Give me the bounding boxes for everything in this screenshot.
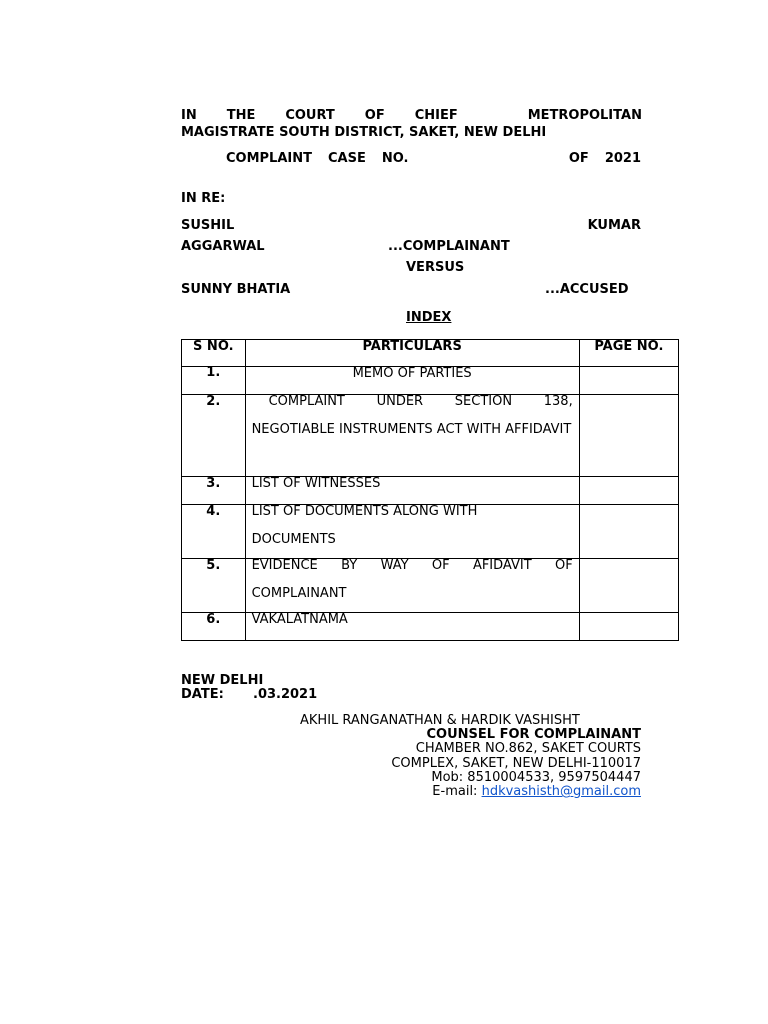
row-particulars: VAKALATNAMA [245,613,579,641]
heading-word: COURT [285,108,335,123]
versus-label: VERSUS [406,260,465,275]
row-page-no [579,559,678,613]
heading-word: CHIEF [414,108,458,123]
row-page-no [579,395,678,477]
header-particulars: PARTICULARS [245,340,579,367]
counsel-mobile: Mob: 8510004533, 9597504447 [431,770,641,785]
date-value: .03.2021 [253,687,318,702]
email-label: E-mail: [432,784,478,799]
date-label: DATE: [181,687,224,702]
row-sno: 4. [182,505,246,559]
row-page-no [579,367,678,395]
table-row [182,559,679,613]
table-row [182,395,679,477]
heading-word: THE [226,108,256,123]
complainant-last-name: KUMAR [587,218,641,233]
email-link[interactable]: hdkvashisth@gmail.com [481,784,641,799]
row-particulars: MEMO OF PARTIES [245,367,579,395]
row-sno: 2. [182,395,246,477]
case-word: NO. [381,151,409,166]
place-label: NEW DELHI [181,673,264,688]
row-page-no [579,505,678,559]
in-re-label: IN RE: [181,191,226,206]
complainant-surname: AGGARWAL [181,239,265,254]
counsel-address-line2: COMPLEX, SAKET, NEW DELHI-110017 [391,756,641,771]
court-heading-line2: MAGISTRATE SOUTH DISTRICT, SAKET, NEW DELHI [181,125,547,140]
case-word: 2021 [604,151,641,166]
counsel-address-line1: CHAMBER NO.862, SAKET COURTS [415,741,641,756]
counsel-email-line [432,784,641,799]
table-row [182,505,679,559]
case-word: OF [568,151,589,166]
header-page-no: PAGE NO. [579,340,678,367]
accused-name: SUNNY BHATIA [181,282,291,297]
row-sno: 1. [182,367,246,395]
row-sno: 5. [182,559,246,613]
row-particulars: COMPLAINT UNDER SECTION 138, NEGOTIABLE INSTRUMENTS ACT WITH AFFIDAVIT [245,395,579,477]
table-row [182,613,679,641]
heading-word: METROPOLITAN [527,108,642,123]
index-header-row [182,340,679,367]
row-particulars: LIST OF DOCUMENTS ALONG WITH DOCUMENTS [245,505,579,559]
counsel-names: AKHIL RANGANATHAN & HARDIK VASHISHT [300,713,580,728]
accused-role: ...ACCUSED [545,282,629,297]
complainant-role: ...COMPLAINANT [388,239,510,254]
complainant-first-name: SUSHIL [181,218,235,233]
index-table [181,339,679,641]
row-particulars: EVIDENCE BY WAY OF AFIDAVIT OF COMPLAINANT [245,559,579,613]
complainant-name-line [181,218,641,233]
header-sno: S NO. [182,340,246,367]
counsel-title: COUNSEL FOR COMPLAINANT [426,727,641,742]
heading-word: IN [181,108,197,123]
row-page-no [579,613,678,641]
case-word: CASE [328,151,366,166]
row-sno: 6. [182,613,246,641]
heading-word: OF [364,108,385,123]
index-title: INDEX [406,310,452,325]
case-number-line [226,151,641,166]
court-heading-line1 [181,108,642,123]
case-word: COMPLAINT [226,151,312,166]
row-page-no [579,477,678,505]
row-particulars: LIST OF WITNESSES [245,477,579,505]
row-sno: 3. [182,477,246,505]
